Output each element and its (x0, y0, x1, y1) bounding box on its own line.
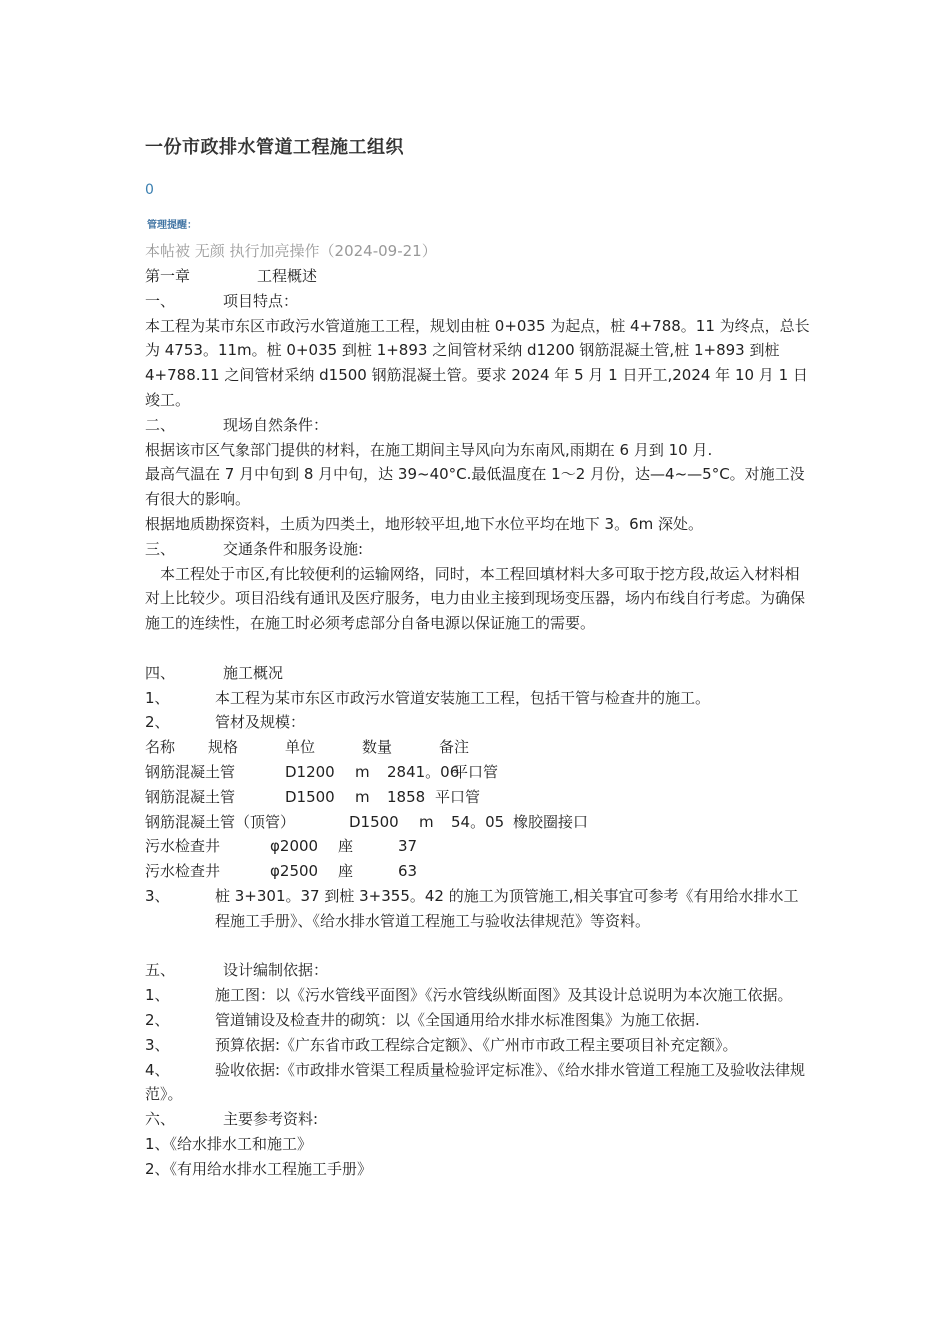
table-row (145, 810, 810, 835)
table-cell: 钢筋混凝土管（顶管） (145, 812, 296, 831)
section-4-item-3 (145, 884, 810, 934)
section-heading-3 (145, 537, 810, 562)
table-cell: 钢筋混凝土管 (145, 787, 236, 806)
item-number: 2、 (145, 1010, 170, 1029)
post-meta-line: 本帖被 无颜 执行加亮操作（2024-09-21） (145, 242, 437, 260)
section-heading-4 (145, 661, 810, 686)
section-number: 一、 (145, 291, 176, 310)
table-cell: D1500 (349, 812, 399, 831)
item-text: 管材及规模： (215, 713, 306, 732)
section-5-item (145, 1033, 810, 1058)
section-5-item (145, 1058, 810, 1108)
table-cell: 座 (338, 862, 354, 881)
section-2-line-2: 最高气温在 7 月中旬到 8 月中旬，达 39~40°C.最低温度在 1～2 月份，达—4~—5°C。对施工没有很大的影响。 (145, 465, 805, 509)
section-heading-5 (145, 958, 810, 983)
table-cell: 54。05 (451, 812, 505, 831)
section-name: 现场自然条件： (223, 415, 329, 434)
blank-line (145, 934, 810, 959)
table-cell: D1200 (285, 762, 335, 781)
item-text: 施工图：以《污水管线平面图》《污水管线纵断面图》及其设计总说明为本次施工依据。 (215, 986, 793, 1005)
section-number: 六、 (145, 1110, 176, 1129)
item-text: 预算依据:《广东省市政工程综合定额》、《广州市市政工程主要项目补充定额》。 (215, 1035, 738, 1054)
chapter-number: 第一章 (145, 267, 191, 285)
item-number: 3、 (145, 886, 170, 905)
table-header-cell: 数量 (362, 738, 393, 757)
section-4-item-2 (145, 710, 810, 735)
chapter-heading (145, 264, 810, 289)
table-cell: 座 (338, 837, 354, 856)
table-cell: 污水检查井 (145, 862, 221, 881)
item-number: 1、 (145, 986, 170, 1005)
section-2-line-3: 根据地质勘探资料，土质为四类土，地形较平坦,地下水位平均在地下 3。6m 深处。 (145, 514, 704, 533)
item-number: 3、 (145, 1035, 170, 1054)
table-cell: m (355, 787, 370, 806)
table-cell: 63 (398, 862, 418, 881)
item-number: 1、 (145, 688, 170, 707)
table-cell: 污水检查井 (145, 837, 221, 856)
section-5-item (145, 983, 810, 1008)
table-cell: 橡胶圈接口 (513, 812, 589, 831)
table-header-row (145, 735, 810, 760)
section-name: 主要参考资料: (223, 1110, 319, 1129)
section-name: 设计编制依据： (223, 961, 329, 980)
section-number: 五、 (145, 961, 176, 980)
section-number: 二、 (145, 415, 176, 434)
table-cell: φ2500 (270, 862, 319, 881)
item-number: 2、 (145, 713, 170, 732)
table-cell: 37 (398, 837, 418, 856)
notice-label: 管理提醒： (147, 220, 197, 231)
chapter-name: 工程概述 (257, 267, 318, 285)
table-row (145, 834, 810, 859)
reference-item: 1、《给水排水工和施工》 (145, 1134, 313, 1153)
section-name: 项目特点： (223, 291, 299, 310)
item-text: 桩 3+301。37 到桩 3+355。42 的施工为顶管施工,相关事宜可参考《有用给水排水工程施工手册》、《给水排水管道工程施工与验收法律规范》等资料。 (215, 886, 799, 930)
reference-item: 2、《有用给水排水工程施工手册》 (145, 1159, 373, 1178)
section-2-line-1: 根据该市区气象部门提供的材料，在施工期间主导风向为东南风,雨期在 6 月到 10 月. (145, 440, 713, 459)
table-row (145, 785, 810, 810)
section-number: 四、 (145, 663, 176, 682)
item-text: 验收依据:《市政排水管渠工程质量检验评定标准》、《给水排水管道工程施工及验收法律规范》。 (145, 1060, 806, 1104)
blank-line (145, 636, 810, 661)
section-heading-2 (145, 413, 810, 438)
section-heading-6 (145, 1107, 810, 1132)
section-5-item (145, 1008, 810, 1033)
section-4-item-1 (145, 686, 810, 711)
section-3-text: 本工程处于市区,有比较便利的运输网络，同时，本工程回填材料大多可取于挖方段,故运入材料相对上比较少。项目沿线有通讯及医疗服务，电力由业主接到现场变压器，场内布线自行考虑。为确保施工的连续性，在施工时必须考虑部分自备电源以保证施工的需要。 (145, 564, 806, 633)
table-cell: m (355, 762, 370, 781)
section-1-text: 本工程为某市东区市政污水管道施工工程，规划由桩 0+035 为起点，桩 4+788。11 为终点，总长为 4753。11m。桩 0+035 到桩 1+893 之间管材采纳 d1200 钢筋混凝土管,桩 1+893 到桩 4+788.11 之间管材采纳 d1500 钢筋混凝土管。要求 2024 年 5 月 1 日开工,2024 年 10 月 1 日竣工。 (145, 316, 810, 409)
section-heading-1 (145, 289, 810, 314)
section-name: 交通条件和服务设施: (223, 539, 364, 558)
table-cell: 平口管 (453, 762, 499, 781)
table-row (145, 760, 810, 785)
table-header-cell: 名称 (145, 738, 176, 757)
item-text: 本工程为某市东区市政污水管道安装施工工程，包括干管与检查井的施工。 (215, 688, 711, 707)
section-number: 三、 (145, 539, 176, 558)
page-title: 一份市政排水管道工程施工组织 (145, 137, 404, 158)
view-counter[interactable]: 0 (145, 182, 154, 198)
table-row (145, 859, 810, 884)
table-header-cell: 规格 (208, 738, 239, 757)
item-text: 管道铺设及检查井的砌筑：以《全国通用给水排水标准图集》为施工依据. (215, 1010, 700, 1029)
item-number: 4、 (145, 1060, 170, 1079)
table-cell: 2841。06 (387, 762, 460, 781)
table-header-cell: 单位 (285, 738, 316, 757)
table-cell: D1500 (285, 787, 335, 806)
table-cell: 平口管 (435, 787, 481, 806)
table-cell: φ2000 (270, 837, 319, 856)
table-header-cell: 备注 (439, 738, 470, 757)
section-name: 施工概况 (223, 663, 284, 682)
table-cell: m (419, 812, 434, 831)
table-cell: 钢筋混凝土管 (145, 762, 236, 781)
document-body (145, 264, 810, 1181)
table-cell: 1858 (387, 787, 426, 806)
